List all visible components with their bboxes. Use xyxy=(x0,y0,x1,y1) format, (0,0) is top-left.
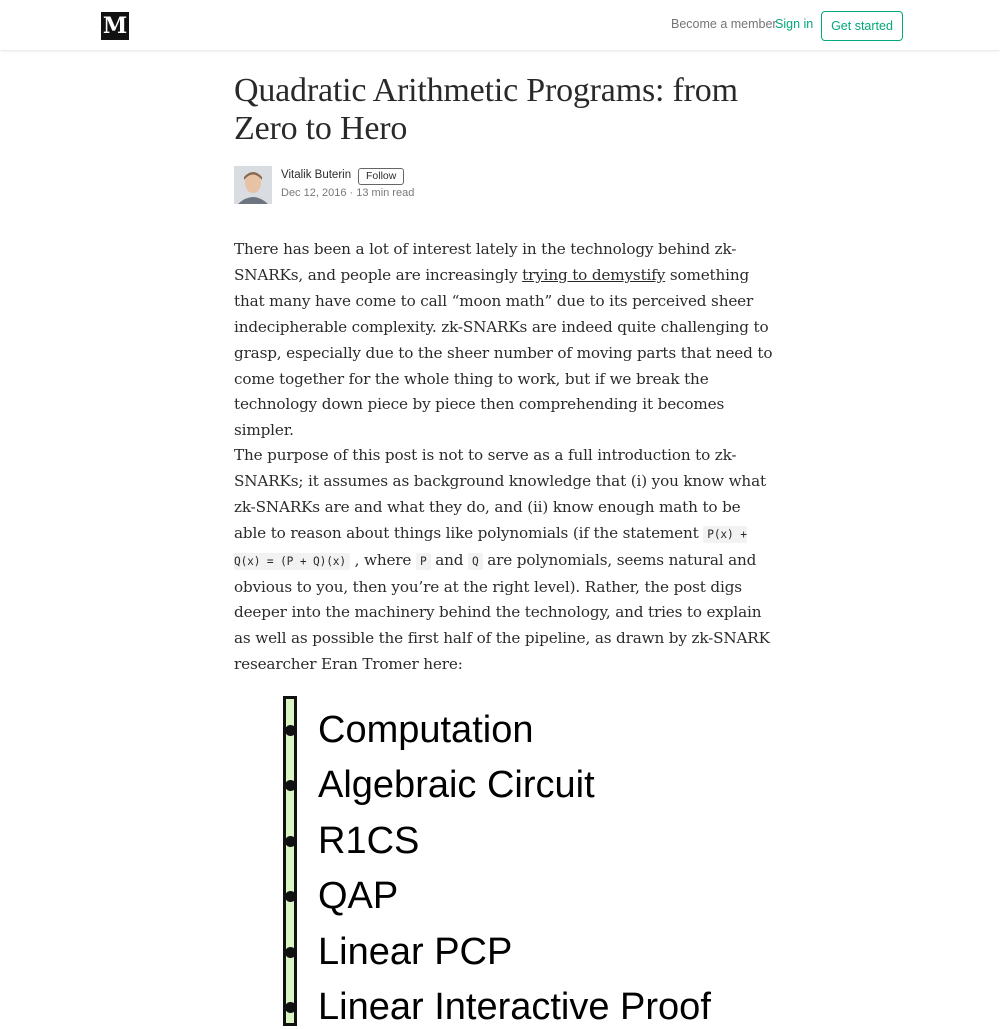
article-meta xyxy=(281,187,414,199)
inline-code: P(x) + Q(x) = (P + Q)(x) xyxy=(234,527,747,568)
pipeline-step-linear-pcp: Linear PCP xyxy=(318,931,513,973)
top-nav-bar xyxy=(0,0,1000,51)
read-time: 13 min read xyxy=(356,187,415,199)
pipeline-step-linear-interactive-proof: Linear Interactive Proof xyxy=(318,986,711,1028)
meta-separator: · xyxy=(349,187,354,199)
paragraph-text: something that many have come to call “moon math” due to its perceived sheer indecipherable complexity. zk-SNARKs are indeed quite challenging to grasp, especially due to the sheer number of moving parts that need to come together for the whole thing to work, but if we break the technology down piece by piece then comprehending it becomes simpler. xyxy=(234,265,773,440)
paragraph-purpose xyxy=(234,443,774,678)
paragraph-text: There has been a lot of interest lately in the technology behind zk-SNARKs, and people are increasingly xyxy=(234,240,737,284)
paragraph-text: are polynomials, seems natural and obvious to you, then you’re at the right level). Rather, the post digs deeper into the machinery behind the technology, and tries to explain as well as possible the first half of the pipeline, as drawn by zk-SNARK researcher Eran Tromer here: xyxy=(234,550,770,674)
paragraph-text: , where xyxy=(349,550,416,569)
pipeline-step-r1cs: R1CS xyxy=(318,820,420,862)
paragraph-intro xyxy=(234,237,774,444)
pipeline-dot xyxy=(285,780,296,791)
pipeline-dot xyxy=(285,836,296,847)
paragraph-text: The purpose of this post is not to serve as a full introduction to zk-SNARKs; it assumes as background knowledge that (i) you know what zk-SNARKs are and what they do, and (ii) know enough math to be able to reason about things like polynomials (if the statement xyxy=(234,446,766,542)
pipeline-step-algebraic-circuit: Algebraic Circuit xyxy=(318,764,595,806)
paragraph-text: and xyxy=(430,550,468,569)
author-name-link[interactable]: Vitalik Buterin xyxy=(281,169,352,181)
inline-code: P xyxy=(416,553,431,570)
publish-date: Dec 12, 2016 xyxy=(281,187,347,199)
inline-code: Q xyxy=(468,553,483,570)
medium-logo[interactable]: M xyxy=(102,13,128,39)
pipeline-dot xyxy=(285,947,296,958)
pipeline-dot xyxy=(285,1002,296,1013)
pipeline-step-computation: Computation xyxy=(318,709,534,751)
pipeline-dot xyxy=(285,891,296,902)
become-member-link[interactable]: Become a member xyxy=(671,17,777,31)
author-portrait-icon xyxy=(234,166,272,204)
author-avatar[interactable] xyxy=(234,166,272,204)
demystify-link[interactable]: trying to demystify xyxy=(522,265,666,284)
get-started-button[interactable]: Get started xyxy=(821,11,903,41)
pipeline-figure xyxy=(234,680,768,1028)
sign-in-link[interactable]: Sign in xyxy=(775,17,814,31)
pipeline-bar xyxy=(283,696,297,1026)
pipeline-step-qap: QAP xyxy=(318,875,399,917)
follow-button[interactable]: Follow xyxy=(358,168,404,185)
pipeline-dot xyxy=(285,725,296,736)
article-title: Quadratic Arithmetic Programs: from Zero to Hero xyxy=(234,72,738,147)
